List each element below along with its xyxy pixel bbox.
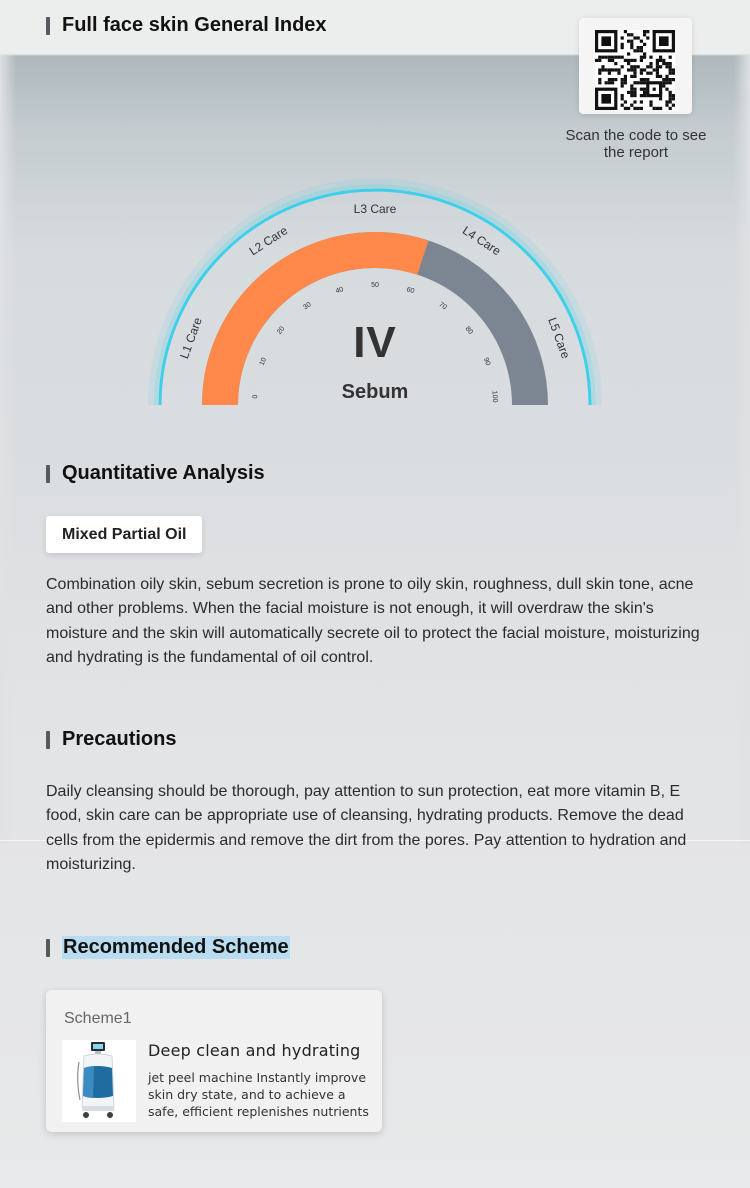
precautions-title-text: Precautions — [62, 728, 177, 750]
gauge-tick-label: 70 — [437, 301, 448, 312]
gauge-grade: IV — [353, 318, 397, 367]
gauge-tick-label: 0 — [252, 394, 260, 399]
gauge-tick-label: 30 — [302, 301, 313, 312]
precautions-text: Daily cleansing should be thorough, pay attention to sun protection, eat more vitamin B, E food, skin care can be appropriate use of cleansing, hydrating products. Remove the dead cells from the epidermis and remove the dirt from the pores. Pay attention to hydration and moisturizing. — [46, 783, 687, 874]
gauge-tick-label: 10 — [258, 356, 269, 367]
gauge-tick-label: 100 — [490, 390, 499, 403]
scheme-name: Deep clean and hydrating — [148, 1041, 361, 1060]
precautions-title — [46, 728, 176, 751]
gauge-tick-label: 60 — [405, 286, 416, 296]
gauge-tick-label: 50 — [371, 281, 379, 289]
analysis-text: Combination oily skin, sebum secretion is prone to oily skin, roughness, dull skin tone, acne and other problems. When the facial moisture is not enough, it will overdraw the skin's moisture and the skin will automatically secrete oil to protect the facial moisture, moisturizing and hydrating is the fundamental of oil control. — [46, 576, 700, 667]
gauge-tick-label: 20 — [276, 325, 287, 336]
title-marker — [46, 731, 50, 749]
scheme-description: jet peel machine Instantly improve skin dry state, and to achieve a safe, efficient replenishes nutrients — [148, 1070, 369, 1119]
skin-type-tag: Mixed Partial Oil — [46, 516, 202, 553]
scheme-title-text: Recommended Scheme — [63, 936, 289, 958]
scheme-label: Scheme1 — [64, 1010, 132, 1027]
analysis-title-text: Quantitative Analysis — [62, 462, 265, 484]
scheme-title — [46, 936, 290, 959]
gauge-care-label: L1 Care — [177, 315, 205, 361]
scheme-card[interactable] — [46, 990, 382, 1132]
title-marker — [46, 939, 50, 957]
gauge-tick-label: 40 — [334, 286, 345, 296]
machine-icon — [62, 1040, 136, 1122]
scheme-machine-image — [62, 1040, 136, 1122]
gauge-tick-label: 90 — [481, 356, 492, 367]
header-title-text: Full face skin General Index — [62, 14, 327, 36]
gauge-tick-label: 80 — [463, 325, 474, 336]
analysis-title — [46, 462, 265, 485]
gauge-care-label: L2 Care — [246, 223, 291, 259]
gauge-metric: Sebum — [341, 381, 409, 403]
qr-caption: Scan the code to see the report — [565, 127, 707, 161]
title-marker — [46, 465, 50, 483]
gauge-care-label: L3 Care — [353, 202, 397, 217]
gauge-care-label: L4 Care — [459, 223, 504, 259]
gauge-care-label: L5 Care — [545, 315, 573, 361]
